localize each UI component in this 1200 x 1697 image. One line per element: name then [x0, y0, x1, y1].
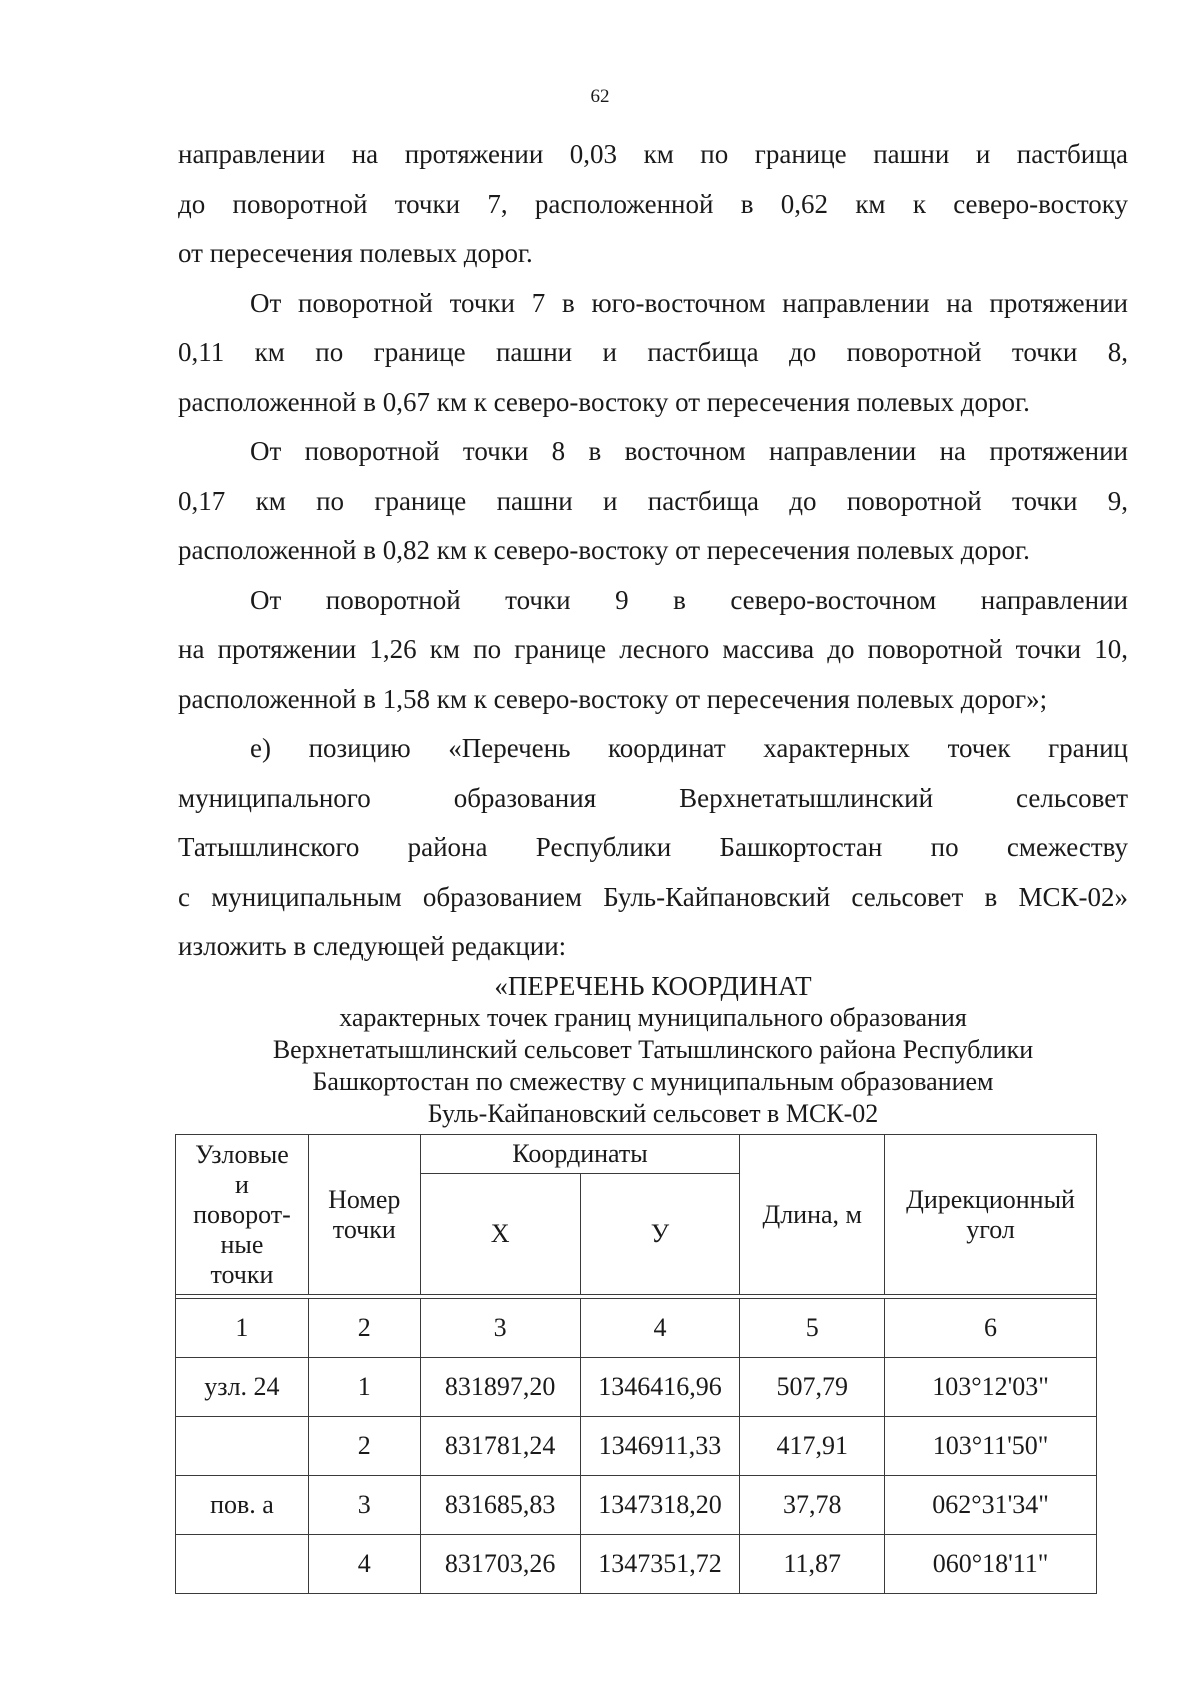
- header-line: Номер: [328, 1184, 401, 1214]
- header-x: Х: [420, 1174, 580, 1295]
- coordinates-table: [175, 1134, 1097, 1594]
- header-line: Узловые: [195, 1139, 289, 1169]
- table-row: [176, 1417, 1097, 1476]
- cell-point: 3: [308, 1476, 420, 1535]
- cell-y: 1347318,20: [580, 1476, 740, 1535]
- cell-y: 1347351,72: [580, 1535, 740, 1594]
- body-text: [178, 130, 1128, 972]
- cell-x: 831781,24: [420, 1417, 580, 1476]
- page-number: 62: [590, 86, 610, 107]
- header-line: точки: [332, 1214, 396, 1244]
- paragraph-line: расположенной в 0,67 км к северо-востоку от пересечения полевых дорог.: [178, 386, 1030, 417]
- header-line: Дирекционный: [906, 1184, 1075, 1214]
- header-y: У: [580, 1174, 740, 1295]
- paragraph-line: муниципального образования Верхнетатышлинский сельсовет: [178, 782, 1128, 813]
- cell-point: 2: [308, 1417, 420, 1476]
- paragraph-line: От поворотной точки 7 в юго-восточном направлении на протяжении: [250, 287, 1128, 318]
- cell-y: 1346911,33: [580, 1417, 740, 1476]
- paragraph-4: [178, 576, 1128, 725]
- header-nodes: [176, 1135, 309, 1295]
- paragraph-line: до поворотной точки 7, расположенной в 0,62 км к северо-востоку: [178, 188, 1128, 219]
- table-title-line: Верхнетатышлинский сельсовет Татышлинского района Республики: [272, 1035, 1034, 1064]
- cell-point: 4: [308, 1535, 420, 1594]
- cell-node: [176, 1535, 309, 1594]
- table-title-line: характерных точек границ муниципального образования: [339, 1003, 967, 1032]
- paragraph-line: направлении на протяжении 0,03 км по границе пашни и пастбища: [178, 139, 1128, 169]
- paragraph-2: [178, 279, 1128, 428]
- header-line: угол: [966, 1214, 1015, 1244]
- cell-x: 831685,83: [420, 1476, 580, 1535]
- header-line: ные: [220, 1229, 264, 1259]
- paragraph-1: [178, 130, 1128, 279]
- cell-angle: 103°11'50": [885, 1417, 1097, 1476]
- cell-x: 831897,20: [420, 1358, 580, 1417]
- paragraph-line: 0,17 км по границе пашни и пастбища до поворотной точки 9,: [178, 485, 1128, 516]
- paragraph-line: Татышлинского района Республики Башкортостан по смежеству: [178, 832, 1128, 862]
- paragraph-3: [178, 427, 1128, 576]
- cell-length: 37,78: [740, 1476, 885, 1535]
- cell-point: 1: [308, 1358, 420, 1417]
- cell-angle: 062°31'34": [885, 1476, 1097, 1535]
- paragraph-line: расположенной в 1,58 км к северо-востоку от пересечения полевых дорог»;: [178, 683, 1048, 714]
- cell-node: [176, 1417, 309, 1476]
- table-header-row: [176, 1135, 1097, 1174]
- column-number: 1: [176, 1299, 309, 1358]
- column-number-row: [176, 1299, 1097, 1358]
- table-title: [178, 970, 1128, 1130]
- header-line: точки: [210, 1259, 274, 1289]
- paragraph-line: е) позицию «Перечень координат характерных точек границ: [250, 733, 1128, 763]
- header-coordinates: Координаты: [420, 1135, 740, 1174]
- paragraph-line: на протяжении 1,26 км по границе лесного массива до поворотной точки 10,: [178, 634, 1128, 664]
- column-number: 2: [308, 1299, 420, 1358]
- column-number: 6: [885, 1299, 1097, 1358]
- cell-x: 831703,26: [420, 1535, 580, 1594]
- table-row: [176, 1476, 1097, 1535]
- cell-length: 507,79: [740, 1358, 885, 1417]
- header-line: и: [234, 1169, 249, 1199]
- paragraph-5: [178, 724, 1128, 972]
- column-number: 3: [420, 1299, 580, 1358]
- cell-angle: 103°12'03": [885, 1358, 1097, 1417]
- cell-node: узл. 24: [176, 1358, 309, 1417]
- header-point-number: [308, 1135, 420, 1295]
- paragraph-line: с муниципальным образованием Буль-Кайпановский сельсовет в МСК-02»: [178, 881, 1128, 912]
- paragraph-line: 0,11 км по границе пашни и пастбища до поворотной точки 8,: [178, 337, 1128, 367]
- table-title-line: Буль-Кайпановский сельсовет в МСК-02: [427, 1099, 879, 1128]
- paragraph-line: изложить в следующей редакции:: [178, 931, 567, 961]
- header-angle: [885, 1135, 1097, 1295]
- header-length: Длина, м: [740, 1135, 885, 1295]
- header-line: поворот-: [193, 1199, 291, 1229]
- cell-node: пов. а: [176, 1476, 309, 1535]
- column-number: 5: [740, 1299, 885, 1358]
- paragraph-line: От поворотной точки 8 в восточном направлении на протяжении: [250, 436, 1128, 466]
- paragraph-line: От поворотной точки 9 в северо-восточном направлении: [250, 584, 1128, 615]
- cell-angle: 060°18'11": [885, 1535, 1097, 1594]
- cell-length: 11,87: [740, 1535, 885, 1594]
- table-row: [176, 1358, 1097, 1417]
- cell-y: 1346416,96: [580, 1358, 740, 1417]
- column-number: 4: [580, 1299, 740, 1358]
- paragraph-line: от пересечения полевых дорог.: [178, 238, 533, 268]
- paragraph-line: расположенной в 0,82 км к северо-востоку от пересечения полевых дорог.: [178, 535, 1030, 565]
- cell-length: 417,91: [740, 1417, 885, 1476]
- table-title-line: Башкортостан по смежеству с муниципальным образованием: [312, 1067, 994, 1096]
- table-title-main: «ПЕРЕЧЕНЬ КООРДИНАТ: [494, 971, 812, 1001]
- table-row: [176, 1535, 1097, 1594]
